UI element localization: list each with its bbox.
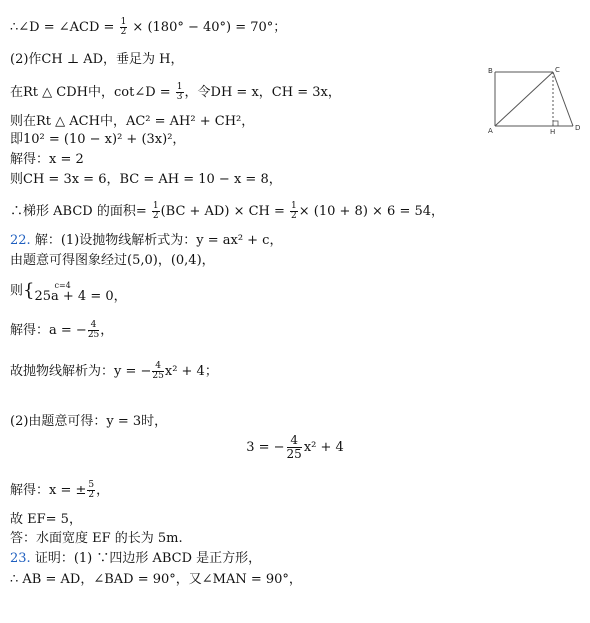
- fraction: $\frac{1}{3}$: [176, 82, 183, 102]
- fraction: $\frac{1}{2}$: [120, 17, 127, 37]
- line-9: 22. 解：(1)设抛物线解析式为：y = ax² + c，: [10, 233, 283, 248]
- line-20: ∴ AB = AD，∠BAD = 90°，又∠MAN = 90°，: [10, 572, 302, 587]
- label-D: D: [575, 124, 581, 132]
- question-number-23: 23.: [10, 551, 31, 566]
- line-18: 答：水面宽度 EF 的长为 5m.: [10, 531, 183, 546]
- question-number-22: 22.: [10, 233, 31, 248]
- right-angle-mark: [553, 121, 558, 126]
- fraction: $\frac{1}{2}$: [152, 201, 159, 221]
- line-14: (2)由题意可得：y = 3时，: [10, 414, 168, 429]
- line-5: 即10² = (10 − x)² + (3x)²，: [10, 132, 186, 147]
- label-A: A: [488, 127, 493, 135]
- segment-AC: [495, 72, 553, 126]
- line-16: 解得：x = ± $\frac{5}{2}$ ，: [10, 480, 110, 500]
- line-12: 解得：a = − $\frac{4}{25}$ ，: [10, 320, 114, 340]
- line-17: 故 EF= 5，: [10, 512, 82, 527]
- label-C: C: [555, 66, 560, 74]
- line-13: 故抛物线解析为：y = − $\frac{4}{25}$ x² + 4；: [10, 361, 218, 381]
- line-8: ∴梯形 ABCD 的面积= $\frac{1}{2}$ (BC + AD) × CH = $\frac{1}{2}$ × (10 + 8) × 6 = 54，: [10, 201, 445, 221]
- line-4: 则在Rt △ ACH中，AC² = AH² + CH²，: [10, 114, 255, 129]
- trapezoid-diagram: [485, 66, 585, 138]
- equation-system: c=4 25a + 4 = 0，: [34, 281, 127, 304]
- line-11: 则{ c=4 25a + 4 = 0，: [10, 280, 127, 304]
- line-10: 由题意可得图象经过(5,0)，(0,4)，: [10, 253, 215, 268]
- label-H: H: [550, 128, 556, 136]
- line-2: (2)作CH ⊥ AD，垂足为 H，: [10, 52, 184, 67]
- line-1: ∴∠D = ∠ACD = $\frac{1}{2}$ × (180° − 40°) = 70°；: [10, 17, 287, 37]
- line-7: 则CH = 3x = 6，BC = AH = 10 − x = 8，: [10, 172, 282, 187]
- fraction: $\frac{4}{25}$: [286, 433, 302, 461]
- line-6: 解得：x = 2: [10, 152, 84, 167]
- label-B: B: [488, 67, 493, 75]
- fraction: $\frac{4}{25}$: [152, 361, 164, 381]
- fraction: $\frac{4}{25}$: [87, 320, 100, 340]
- line-19: 23. 证明：(1) ∵四边形 ABCD 是正方形，: [10, 551, 262, 566]
- segment-CD: [553, 72, 573, 126]
- brace-symbol: {: [23, 280, 35, 301]
- line-3: 在Rt △ CDH中，cot∠D = $\frac{1}{3}$ ，令DH = x，CH = 3x，: [10, 82, 341, 102]
- centered-equation: 3 = − $\frac{4}{25}$ x² + 4: [246, 433, 344, 461]
- fraction: $\frac{5}{2}$: [88, 480, 95, 500]
- fraction: $\frac{1}{2}$: [291, 201, 297, 221]
